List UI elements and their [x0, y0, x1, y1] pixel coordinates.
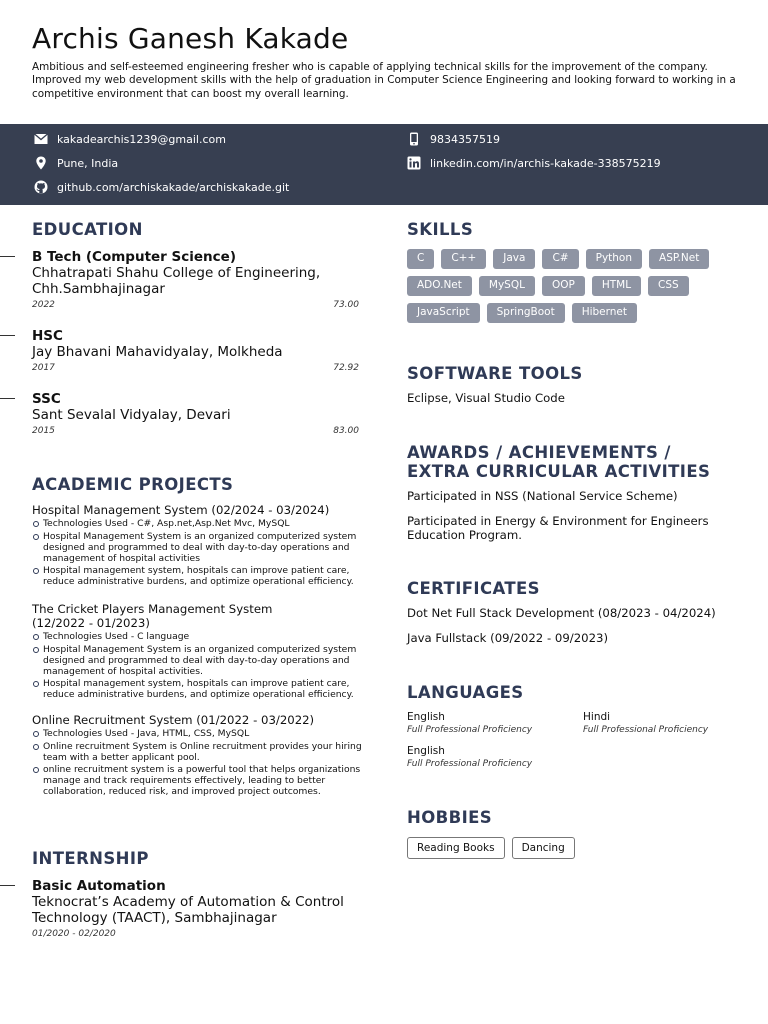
internship-dates: 01/2020 - 02/2020 — [32, 929, 116, 939]
project-bullet: online recruitment system is a powerful tool that helps organizations manage and track requirements effectively, leading to better collaboration, reduced risk, and improved project outcomes. — [32, 764, 362, 797]
project-title: Hospital Management System (02/2024 - 03/2024) — [32, 503, 330, 517]
project-bullet: Online recruitment System is Online recruitment provides your hiring team with a better applicant pool. — [32, 741, 362, 763]
language-name: English — [407, 711, 445, 723]
school-name: Jay Bhavani Mahavidyalay, Molkheda — [32, 344, 283, 360]
skill-tag: Hibernet — [572, 303, 637, 323]
school-name: Chhatrapati Shahu College of Engineering, Chh.Sambhajinagar — [32, 265, 321, 297]
project-item — [32, 503, 362, 589]
language-name: English — [407, 745, 445, 757]
certificate-item: Java Fullstack (09/2022 - 09/2023) — [407, 631, 609, 645]
bullet-dash — [0, 335, 15, 336]
language-item — [583, 711, 743, 736]
contact-location — [34, 156, 118, 170]
internship-item — [32, 878, 372, 939]
language-level: Full Professional Proficiency — [407, 725, 533, 735]
award-item: Participated in NSS (National Service Scheme) — [407, 489, 678, 503]
email-text: kakadearchis1239@gmail.com — [57, 132, 226, 146]
edu-score: 73.00 — [333, 300, 359, 310]
tools-heading: SOFTWARE TOOLS — [407, 364, 583, 383]
location-pin-icon — [34, 156, 48, 170]
edu-score: 83.00 — [333, 426, 359, 436]
tools-text: Eclipse, Visual Studio Code — [407, 391, 565, 405]
skill-tag: Java — [493, 249, 535, 269]
project-bullet: Technologies Used - C language — [32, 631, 362, 642]
envelope-icon — [34, 132, 48, 146]
skills-heading: SKILLS — [407, 220, 474, 239]
school-name: Sant Sevalal Vidyalay, Devari — [32, 407, 231, 423]
hobby-tag: Reading Books — [407, 837, 505, 859]
skill-tag: MySQL — [479, 276, 535, 296]
internship-org: Teknocrat’s Academy of Automation & Control Technology (TAACT), Sambhajinagar — [32, 894, 344, 926]
phone-text: 9834357519 — [430, 132, 500, 146]
degree-title: B Tech (Computer Science) — [32, 249, 236, 265]
language-item — [407, 711, 567, 736]
project-bullet: Technologies Used - Java, HTML, CSS, MySQL — [32, 728, 362, 739]
project-item — [32, 713, 362, 799]
bullet-dash — [0, 885, 15, 886]
project-bullet: Hospital Management System is an organized computerized system designed and programmed to deal with day-to-day operations and management of hospital activities. — [32, 644, 362, 677]
skill-tag: CSS — [648, 276, 689, 296]
languages-heading: LANGUAGES — [407, 683, 524, 702]
contact-linkedin[interactable] — [407, 156, 661, 170]
edu-year: 2017 — [32, 363, 55, 373]
awards-heading: AWARDS / ACHIEVEMENTS / EXTRA CURRICULAR ACTIVITIES — [407, 443, 711, 481]
skill-tag: Python — [586, 249, 642, 269]
project-title: Online Recruitment System (01/2022 - 03/2022) — [32, 713, 315, 727]
skill-tag: C# — [542, 249, 578, 269]
language-level: Full Professional Proficiency — [407, 759, 533, 769]
certificate-item: Dot Net Full Stack Development (08/2023 - 04/2024) — [407, 606, 716, 620]
education-item — [32, 328, 359, 373]
phone-icon — [407, 132, 421, 146]
project-bullet: Hospital Management System is an organized computerized system designed and programmed to deal with day-to-day operations and management of hospital activities — [32, 531, 362, 564]
github-text: github.com/archiskakade/archiskakade.git — [57, 180, 290, 194]
hobbies-heading: HOBBIES — [407, 808, 493, 827]
edu-year: 2022 — [32, 300, 55, 310]
skill-tag: C — [407, 249, 434, 269]
certificates-heading: CERTIFICATES — [407, 579, 540, 598]
contact-email[interactable] — [34, 132, 226, 146]
bullet-dash — [0, 398, 15, 399]
profile-summary: Ambitious and self-esteemed engineering fresher who is capable of applying technical skills for the improvement of the company. Improved my web development skills with the help of graduation in Computer Science Engineering and looking forward to working in a competitive environment that can boost my overall learning. — [32, 61, 736, 100]
contact-github[interactable] — [34, 180, 289, 194]
contact-bar — [0, 124, 768, 205]
award-item: Participated in Energy & Environment for Engineers Education Program. — [407, 514, 709, 542]
project-item — [32, 602, 362, 702]
github-icon — [34, 180, 48, 194]
project-title: The Cricket Players Management System (12/2022 - 01/2023) — [32, 602, 273, 630]
edu-score: 72.92 — [333, 363, 359, 373]
degree-title: HSC — [32, 328, 63, 344]
project-bullet: Technologies Used - C#, Asp.net,Asp.Net Mvc, MySQL — [32, 518, 362, 529]
education-heading: EDUCATION — [32, 220, 143, 239]
education-item — [32, 249, 359, 310]
skill-tag: C++ — [441, 249, 486, 269]
skills-tags — [407, 249, 737, 330]
skill-tag: ADO.Net — [407, 276, 472, 296]
skill-tag: ASP.Net — [649, 249, 709, 269]
skill-tag: OOP — [542, 276, 585, 296]
skill-tag: HTML — [592, 276, 641, 296]
linkedin-text: linkedin.com/in/archis-kakade-338575219 — [430, 156, 661, 170]
hobbies-list — [407, 837, 575, 859]
projects-heading: ACADEMIC PROJECTS — [32, 475, 234, 494]
language-name: Hindi — [583, 711, 611, 723]
skill-tag: SpringBoot — [487, 303, 565, 323]
internship-heading: INTERNSHIP — [32, 849, 149, 868]
skill-tag: JavaScript — [407, 303, 480, 323]
edu-year: 2015 — [32, 426, 55, 436]
project-bullet: Hospital management system, hospitals can improve patient care, reduce administrative burdens, and optimize operational efficiency. — [32, 565, 362, 587]
bullet-dash — [0, 256, 15, 257]
linkedin-icon — [407, 156, 421, 170]
hobby-tag: Dancing — [512, 837, 575, 859]
language-item — [407, 745, 567, 770]
degree-title: SSC — [32, 391, 61, 407]
internship-role: Basic Automation — [32, 878, 166, 894]
education-item — [32, 391, 359, 436]
location-text: Pune, India — [57, 156, 119, 170]
project-bullet: Hospital management system, hospitals can improve patient care, reduce administrative burdens, and optimize operational efficiency. — [32, 678, 362, 700]
contact-phone[interactable] — [407, 132, 500, 146]
candidate-name: Archis Ganesh Kakade — [32, 22, 349, 55]
language-level: Full Professional Proficiency — [583, 725, 709, 735]
